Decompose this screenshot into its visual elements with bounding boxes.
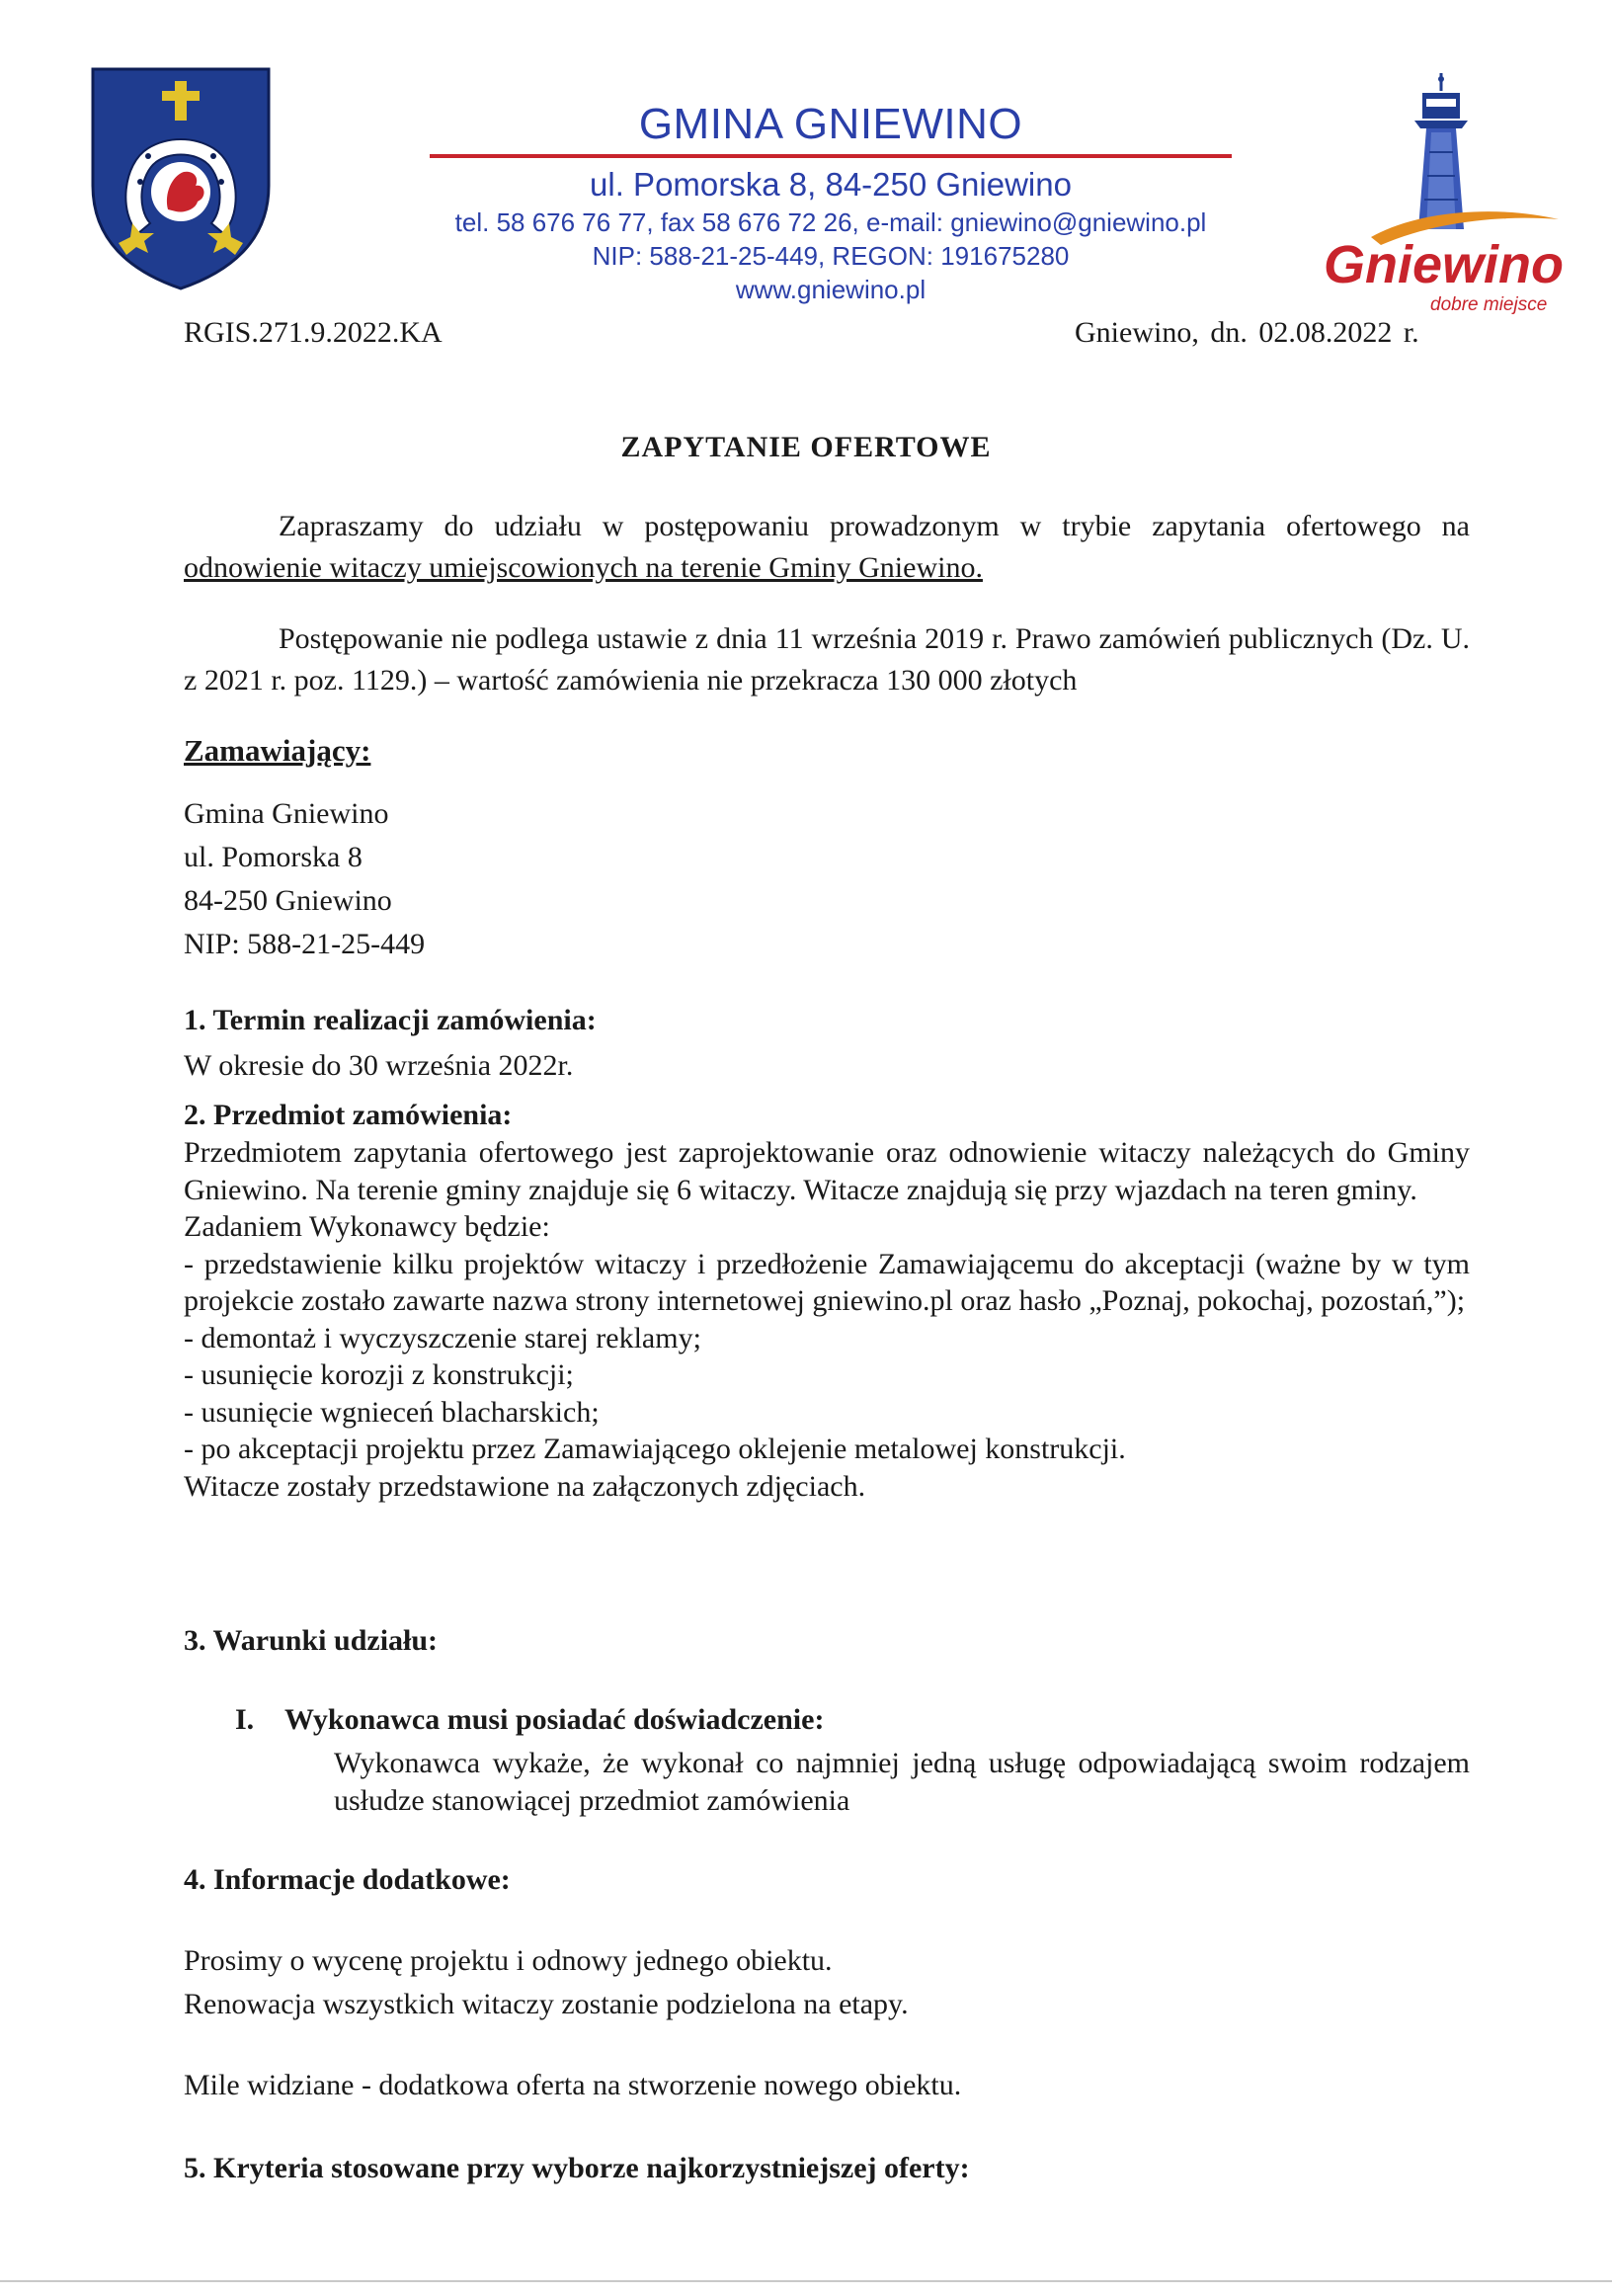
reference-number: RGIS.271.9.2022.KA [184, 316, 443, 349]
section-4-line: Renowacja wszystkich witaczy zostanie podzielona na etapy. [184, 1988, 909, 2020]
legal-note-paragraph [184, 618, 1470, 701]
section-3-subtext: Wykonawca wykaże, że wykonał co najmniej jedną usługę odpowiadającą swoim rodzajem usłudze stanowiącej przedmiot zamówienia [334, 1747, 1470, 1817]
section-3-subheading [235, 1703, 824, 1737]
coat-of-arms-icon [89, 65, 273, 290]
section-2-text: Przedmiotem zapytania ofertowego jest zaprojektowanie oraz odnowienie witaczy należących do Gminy Gniewino. Na terenie gminy znajduje się 6 witaczy. Witacze znajdują się przy wjazdach na teren gminy. [184, 1136, 1470, 1206]
ordering-party-label: Zamawiający: [184, 733, 371, 768]
ordering-party-address [184, 792, 425, 966]
section-1-text: W okresie do 30 września 2022r. [184, 1049, 574, 1082]
org-address: ul. Pomorska 8, 84-250 Gniewino [590, 166, 1072, 203]
section-2-body [184, 1134, 1470, 1505]
document-date: Gniewino, dn. 02.08.2022 r. [1075, 316, 1419, 349]
intro-paragraph [184, 506, 1470, 589]
photos-note: Witacze zostały przedstawione na załączonych zdjęciach. [184, 1469, 866, 1503]
sub-heading-text: Wykonawca musi posiadać doświadczenie: [284, 1703, 825, 1736]
org-ids: NIP: 588-21-25-449, REGON: 191675280 [592, 241, 1070, 271]
section-1-heading: 1. Termin realizacji zamówienia: [184, 1004, 597, 1036]
section-2-heading: 2. Przedmiot zamówienia: [184, 1099, 513, 1131]
address-line: ul. Pomorska 8 [184, 841, 363, 873]
task-item: - usunięcie korozji z konstrukcji; [184, 1358, 574, 1391]
legal-note-text: Postępowanie nie podlega ustawie z dnia 11 września 2019 r. Prawo zamówień publicznych (Dz. U. z 2021 r. poz. 1129.) – wartość zamówienia nie przekracza 130 000 złotych [184, 622, 1470, 697]
document-title: ZAPYTANIE OFERTOWE [620, 431, 992, 463]
section-4-line: Mile widziane - dodatkowa oferta na stworzenie nowego obiektu. [184, 2069, 962, 2101]
section-4-line: Prosimy o wycenę projektu i odnowy jednego obiektu. [184, 1944, 833, 1977]
task-item: - przedstawienie kilku projektów witaczy i przedłożenie Zamawiającemu do akceptacji (ważne by w tym projekcie zostało zawarte nazwa strony internetowej gniewino.pl oraz hasło „Poznaj, pokochaj, pozostań,”); [184, 1247, 1470, 1317]
section-5-heading: 5. Kryteria stosowane przy wyborze najkorzystniejszej oferty: [184, 2152, 970, 2184]
intro-text: Zapraszamy do udziału w postępowaniu prowadzonym w trybie zapytania ofertowego na [279, 510, 1470, 542]
logo-wordmark: Gniewino [1324, 235, 1564, 294]
gniewino-logo-icon [1312, 71, 1571, 316]
task-item: - po akceptacji projektu przez Zamawiającego oklejenie metalowej konstrukcji. [184, 1433, 1126, 1465]
logo-tagline: dobre miejsce [1430, 294, 1548, 315]
intro-subject: odnowienie witaczy umiejscowionych na terenie Gminy Gniewino. [184, 551, 983, 584]
task-item: - usunięcie wgnieceń blacharskich; [184, 1395, 600, 1429]
org-contact: tel. 58 676 76 77, fax 58 676 72 26, e-mail: gniewino@gniewino.pl [454, 207, 1207, 237]
section-4-heading: 4. Informacje dodatkowe: [184, 1863, 511, 1896]
task-item: - demontaż i wyczyszczenie starej reklamy; [184, 1321, 701, 1354]
section-3-heading: 3. Warunki udziału: [184, 1624, 439, 1657]
address-line: NIP: 588-21-25-449 [184, 928, 426, 960]
sub-number: I. [235, 1703, 255, 1736]
tasks-intro: Zadaniem Wykonawcy będzie: [184, 1210, 550, 1243]
page-bottom-edge [0, 2280, 1612, 2282]
address-line: Gmina Gniewino [184, 797, 389, 830]
header-divider [430, 154, 1232, 158]
org-name: GMINA GNIEWINO [638, 100, 1023, 148]
address-line: 84-250 Gniewino [184, 884, 392, 917]
letterhead [430, 99, 1232, 306]
org-website: www.gniewino.pl [735, 275, 927, 304]
